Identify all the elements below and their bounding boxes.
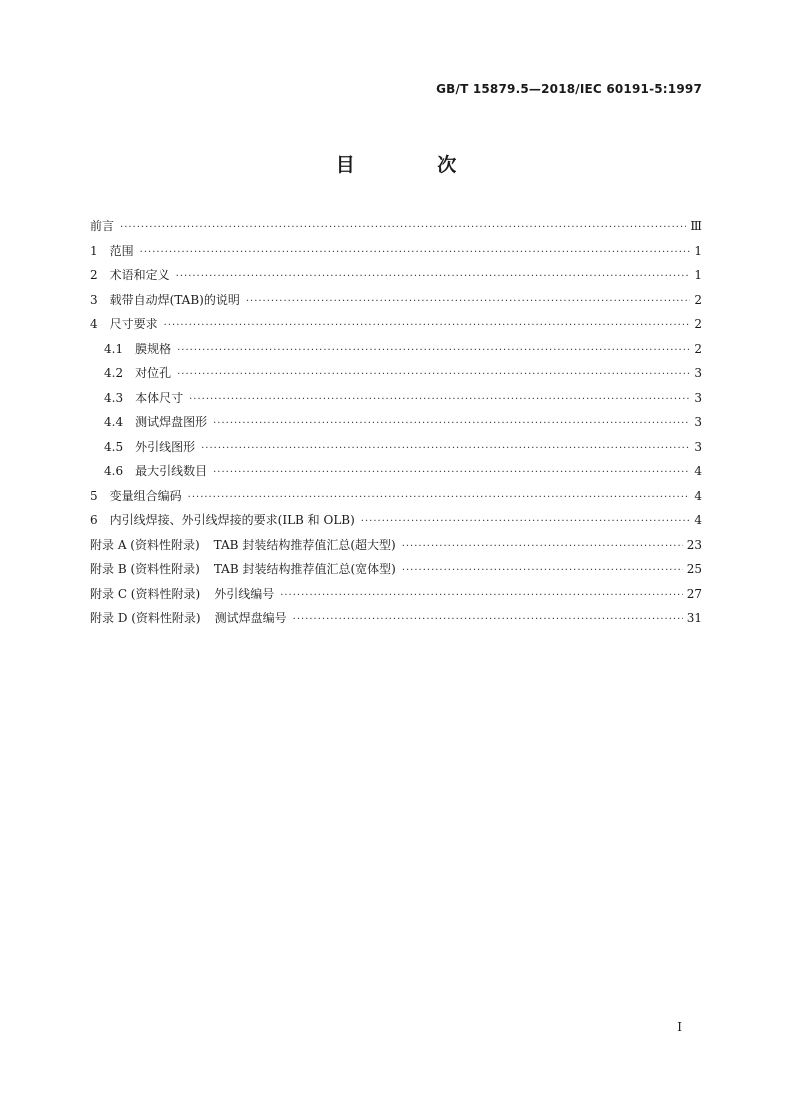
toc-entry-page: 4 <box>694 488 702 503</box>
toc-entry-page: 25 <box>686 562 702 576</box>
toc-entry-label: 本体尺寸 <box>135 390 184 405</box>
toc-entry-label: 膜规格 <box>135 341 172 356</box>
toc-entry-page: 4 <box>694 464 702 478</box>
dot-leader <box>140 241 691 266</box>
toc-entry-5[interactable] <box>90 484 702 509</box>
toc-entry-number: 附录 A (资料性附录) <box>90 537 200 552</box>
dot-leader <box>213 461 690 486</box>
toc-entry-4-3[interactable] <box>90 386 702 411</box>
dot-leader <box>201 437 690 462</box>
toc-title: 目 次 <box>335 154 495 176</box>
standard-number-header: GB/T 15879.5—2018/IEC 60191-5:1997 <box>436 82 702 96</box>
dot-leader <box>280 584 683 609</box>
toc-entry-label: 测试焊盘图形 <box>135 415 208 429</box>
toc-entry-label: 变量组合编码 <box>109 488 182 503</box>
dot-leader <box>164 314 691 339</box>
toc-entry-number: 附录 B (资料性附录) <box>90 562 200 576</box>
toc-entry-number: 4.4 <box>104 415 124 429</box>
toc-entry-4-1[interactable] <box>90 337 702 362</box>
toc-entry-page: 4 <box>694 513 702 527</box>
dot-leader <box>246 290 691 315</box>
toc-entry-number: 4.5 <box>104 439 124 454</box>
toc-entry-number: 4.3 <box>104 390 124 405</box>
toc-entry-annex-a[interactable] <box>90 533 702 558</box>
toc-entry-4-4[interactable] <box>90 410 702 435</box>
toc-entry-4-5[interactable] <box>90 435 702 460</box>
toc-entry-label: 尺寸要求 <box>109 317 158 331</box>
toc-entry-label: 前言 <box>90 219 115 233</box>
toc-entry-page: 2 <box>694 341 702 356</box>
toc-entry-number: 5 <box>90 488 98 503</box>
toc-entry-annex-b[interactable] <box>90 557 702 582</box>
toc-entry-4[interactable] <box>90 312 702 337</box>
toc-entry-label: 内引线焊接、外引线焊接的要求(ILB 和 OLB) <box>109 513 355 527</box>
toc-entry-number: 4.6 <box>104 464 124 478</box>
dot-leader <box>177 339 690 364</box>
dot-leader <box>213 412 690 437</box>
toc-entry-number: 1 <box>90 243 98 258</box>
toc-entry-6[interactable] <box>90 508 702 533</box>
table-of-contents <box>90 214 702 631</box>
toc-entry-page: 3 <box>694 439 702 454</box>
toc-entry-page: 1 <box>694 268 702 282</box>
toc-entry-page: 3 <box>694 415 702 429</box>
toc-entry-page: Ⅲ <box>690 219 702 233</box>
toc-entry-label: 最大引线数目 <box>135 464 208 478</box>
toc-entry-4-6[interactable] <box>90 459 702 484</box>
toc-entry-3[interactable] <box>90 288 702 313</box>
toc-entry-number: 2 <box>90 268 98 282</box>
toc-entry-number: 4.1 <box>104 341 124 356</box>
dot-leader <box>402 559 683 584</box>
toc-entry-number: 3 <box>90 292 98 307</box>
toc-entry-page: 3 <box>694 390 702 405</box>
dot-leader <box>177 363 690 388</box>
dot-leader <box>361 510 691 535</box>
toc-entry-page: 1 <box>694 243 702 258</box>
dot-leader <box>176 265 691 290</box>
toc-entry-annex-c[interactable] <box>90 582 702 607</box>
toc-entry-1[interactable] <box>90 239 702 264</box>
toc-entry-2[interactable] <box>90 263 702 288</box>
toc-entry-annex-d[interactable] <box>90 606 702 631</box>
toc-entry-foreword[interactable] <box>90 214 702 239</box>
toc-entry-page: 27 <box>686 586 702 601</box>
toc-entry-label: 外引线编号 <box>214 586 275 601</box>
toc-entry-label: 外引线图形 <box>135 439 196 454</box>
dot-leader <box>189 388 690 413</box>
dot-leader <box>188 486 691 511</box>
dot-leader <box>120 216 686 241</box>
toc-entry-number: 4 <box>90 317 98 331</box>
toc-entry-label: 对位孔 <box>135 366 172 380</box>
toc-entry-label: 范围 <box>109 243 134 258</box>
toc-entry-page: 2 <box>694 317 702 331</box>
page-number: I <box>677 1020 682 1034</box>
toc-entry-number: 附录 D (资料性附录) <box>90 611 201 625</box>
toc-entry-number: 附录 C (资料性附录) <box>90 586 201 601</box>
dot-leader <box>293 608 683 633</box>
toc-entry-label: 载带自动焊(TAB)的说明 <box>109 292 240 307</box>
toc-entry-number: 6 <box>90 513 98 527</box>
toc-entry-label: 测试焊盘编号 <box>214 611 287 625</box>
dot-leader <box>402 535 683 560</box>
toc-entry-label: TAB 封装结构推荐值汇总(宽体型) <box>213 562 396 576</box>
toc-entry-page: 3 <box>694 366 702 380</box>
toc-entry-page: 23 <box>686 537 702 552</box>
toc-entry-page: 31 <box>686 611 702 625</box>
toc-entry-label: TAB 封装结构推荐值汇总(超大型) <box>213 537 396 552</box>
toc-entry-4-2[interactable] <box>90 361 702 386</box>
toc-entry-label: 术语和定义 <box>109 268 170 282</box>
toc-entry-page: 2 <box>694 292 702 307</box>
toc-entry-number: 4.2 <box>104 366 124 380</box>
